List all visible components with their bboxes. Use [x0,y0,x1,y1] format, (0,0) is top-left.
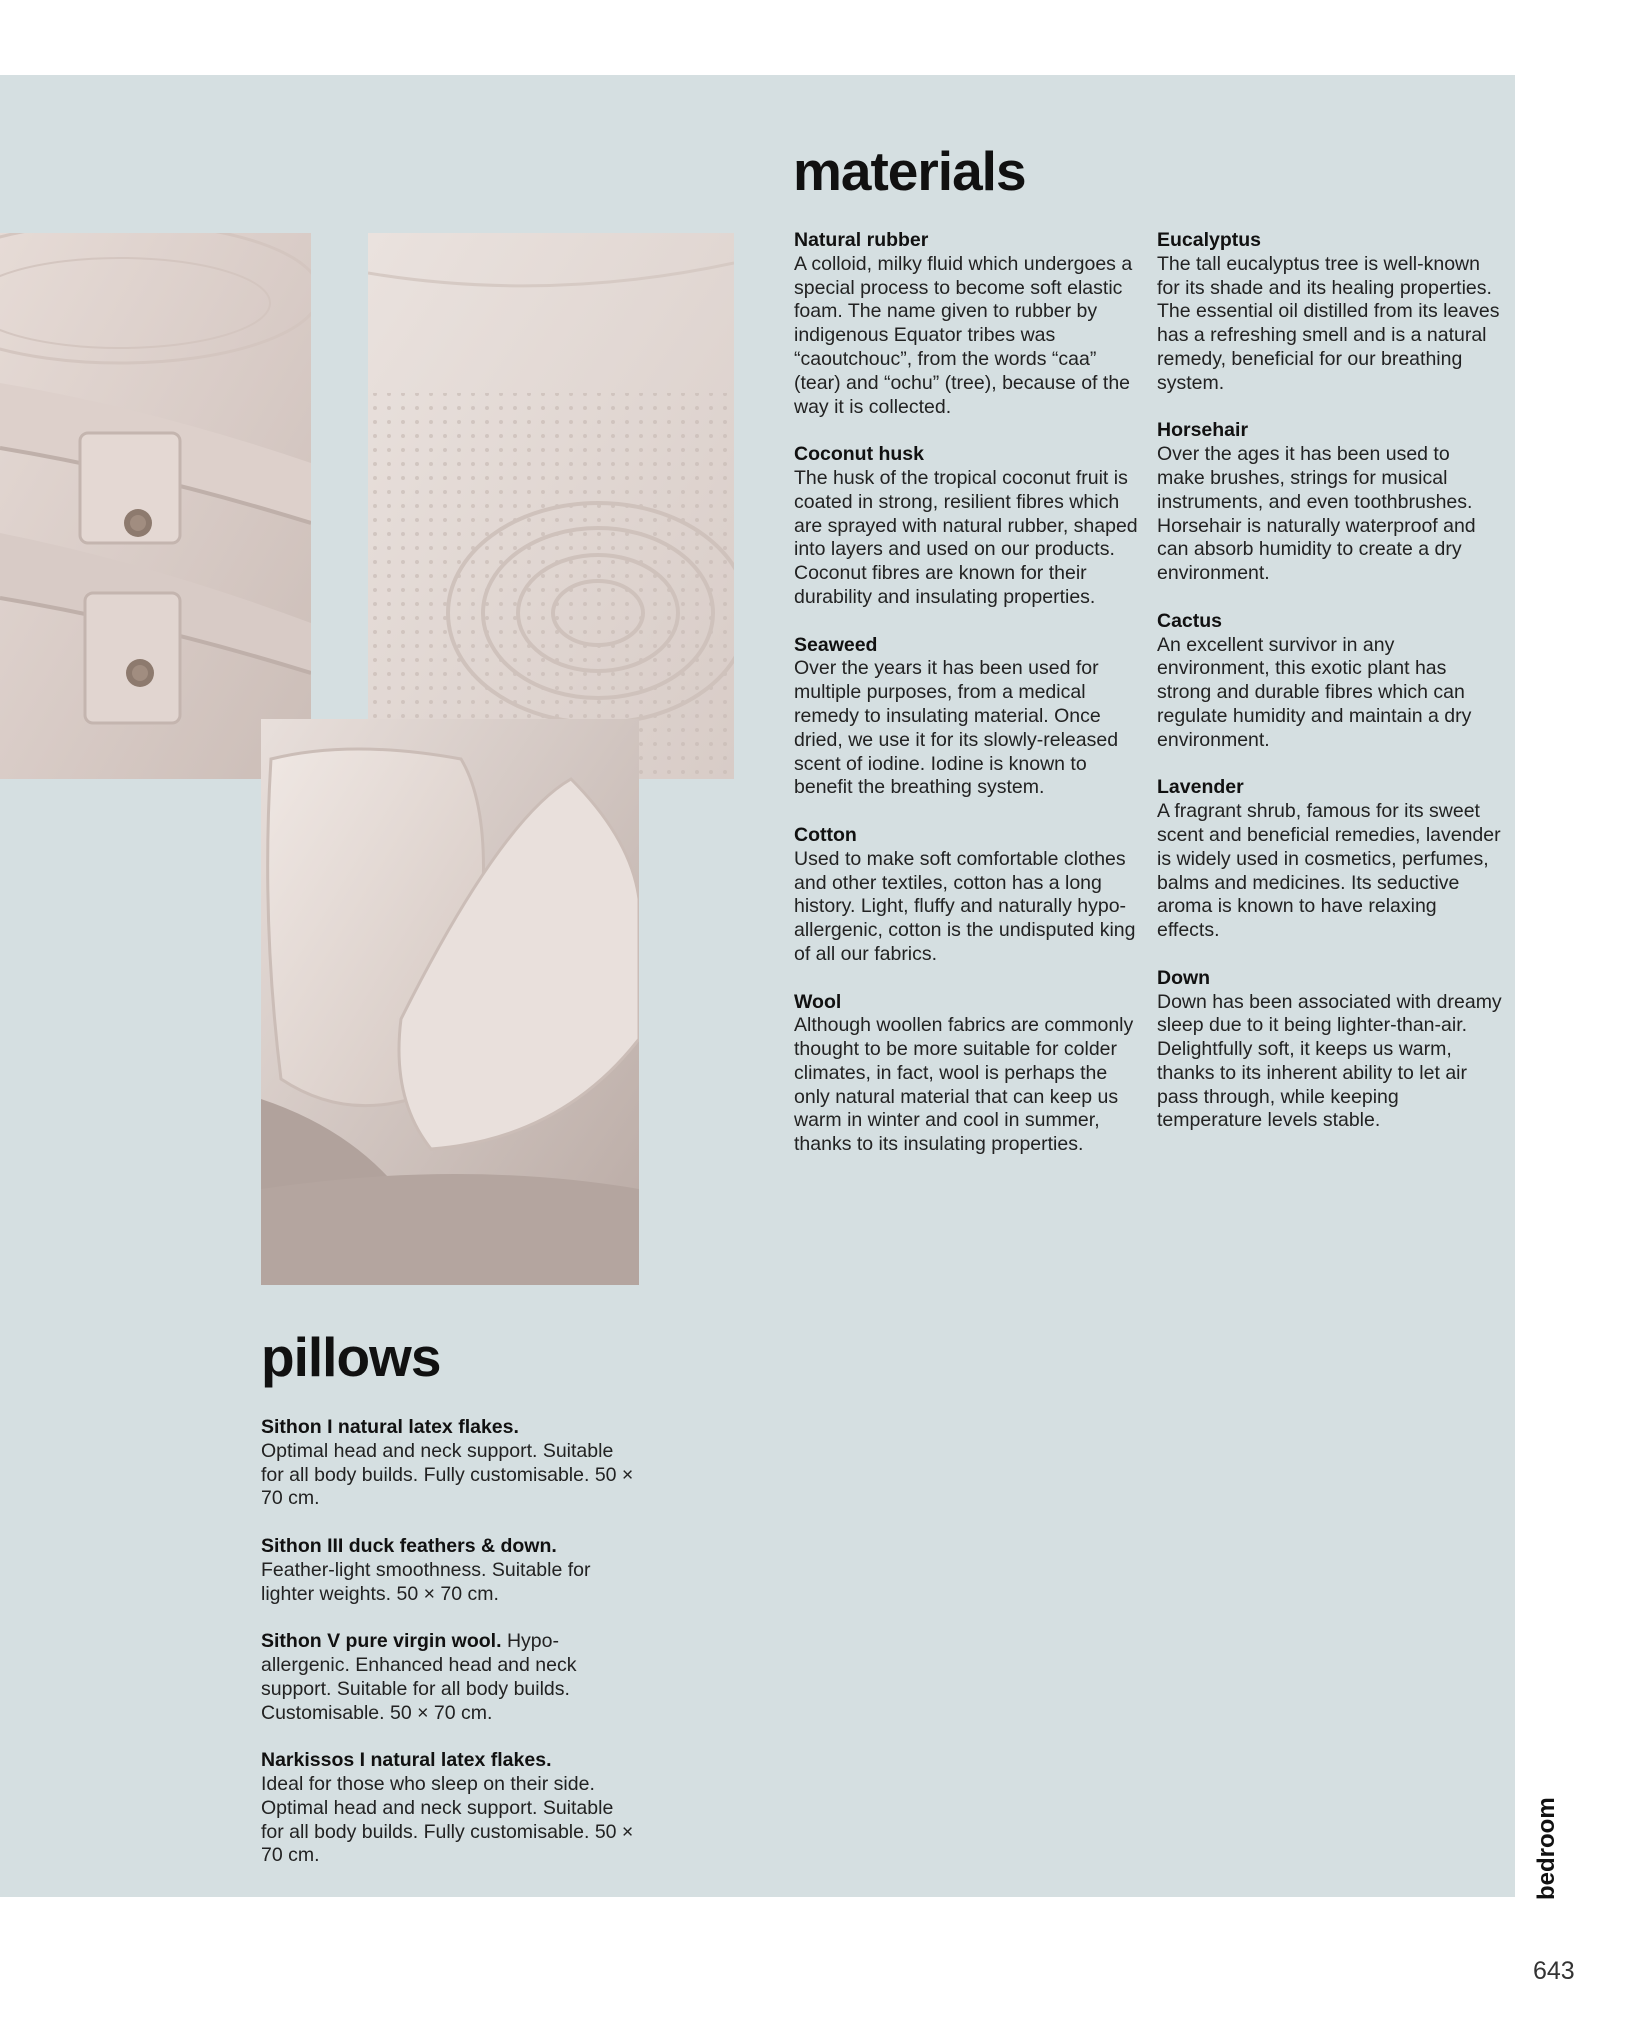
material-entry [794,991,1139,1158]
material-entry [794,443,1139,610]
pillow-description: Feather-light smoothness. Suitable for lighter weights. 50 × 70 cm. [261,1558,591,1605]
material-description: The husk of the tropical coconut fruit is coated in strong, resilient fibres which are sprayed with natural rubber, shaped into layers and used on our products. Coconut fibres are known for their durability and insulating properties. [794,466,1138,608]
material-name: Cactus [1157,609,1223,632]
material-entry [1157,610,1502,753]
material-name: Cotton [794,823,857,846]
materials-column-2 [1157,229,1502,1157]
material-description: Over the years it has been used for multiple purposes, from a medical remedy to insulating material. Once dried, we use it for its slowly-released scent of iodine. Iodine is known to benefit the breathing system. [794,657,1119,799]
material-name: Down [1157,966,1211,989]
material-description: Although woollen fabrics are commonly thought to be more suitable for colder climates, in fact, wool is perhaps the only natural material that can keep us warm in winter and cool in summer, thanks to its insulating properties. [794,1014,1134,1156]
material-entry [1157,419,1502,586]
pillow-name: Sithon V pure virgin wool. [261,1630,502,1653]
material-description: An excellent survivor in any environment, this exotic plant has strong and durable fibres which can regulate humidity and maintain a dry environment. [1157,633,1472,751]
pillow-description: Hypo-allergenic. Enhanced head and neck support. Suitable for all body builds. Customisable. 50 × 70 cm. [261,1630,577,1724]
section-label: bedroom [1533,1797,1560,1900]
pillow-photo [261,719,639,1285]
pillow-description: Ideal for those who sleep on their side. Optimal head and neck support. Suitable for all body builds. Fully customisable. 50 × 70 cm. [261,1772,634,1867]
material-description: The tall eucalyptus tree is well-known for its shade and its healing properties. The essential oil distilled from its leaves has a refreshing smell and is a natural remedy, beneficial for our breathing system. [1157,252,1500,394]
material-name: Natural rubber [794,229,929,251]
material-entry [1157,967,1502,1134]
pillow-item [261,1535,641,1606]
pillows-list [261,1416,641,1892]
materials-title: materials [793,140,1026,202]
material-name: Eucalyptus [1157,229,1262,251]
material-description: A fragrant shrub, famous for its sweet scent and beneficial remedies, lavender is widely used in cosmetics, perfumes, balms and medicines. Its seductive aroma is known to have relaxing effects. [1157,800,1501,942]
material-entry [1157,776,1502,943]
pillow-name: Sithon III duck feathers & down. [261,1534,557,1557]
pillow-item [261,1416,641,1511]
material-name: Lavender [1157,776,1244,799]
material-entry [794,634,1139,801]
pillow-item [261,1630,641,1725]
material-description: Used to make soft comfortable clothes and other textiles, cotton has a long history. Light, fluffy and naturally hypo-allergenic, cotton is the undisputed king of all our fabrics. [794,847,1136,965]
pillow-description: Optimal head and neck support. Suitable for all body builds. Fully customisable. 50 × 70 cm. [261,1439,634,1510]
materials-column-1 [794,229,1139,1181]
material-description: Over the ages it has been used to make brushes, strings for musical instruments, and even toothbrushes. Horsehair is naturally waterproof and can absorb humidity to create a dry environment. [1157,443,1476,585]
quilted-texture-photo [368,233,734,779]
material-entry [794,229,1139,419]
pillow-item [261,1749,641,1868]
material-name: Coconut husk [794,443,924,466]
pillow-name: Sithon I natural latex flakes. [261,1416,519,1438]
material-entry [1157,229,1502,396]
pillows-title: pillows [261,1326,441,1388]
material-name: Seaweed [794,633,878,656]
material-description: A colloid, milky fluid which undergoes a special process to become soft elastic foam. The name given to rubber by indigenous Equator tribes was “caoutchouc”, from the words “caa” (tear) and “ochu” (tree), because of the way it is collected. [794,252,1133,418]
mattress-strap-photo [0,233,311,779]
material-name: Wool [794,990,842,1013]
pillow-name: Narkissos I natural latex flakes. [261,1749,552,1772]
page-number: 643 [1533,1957,1575,1985]
material-description: Down has been associated with dreamy sleep due to it being lighter-than-air. Delightfully soft, it keeps us warm, thanks to its inherent ability to let air pass through, while keeping temperature levels stable. [1157,990,1502,1132]
material-entry [794,824,1139,967]
material-name: Horsehair [1157,419,1249,442]
